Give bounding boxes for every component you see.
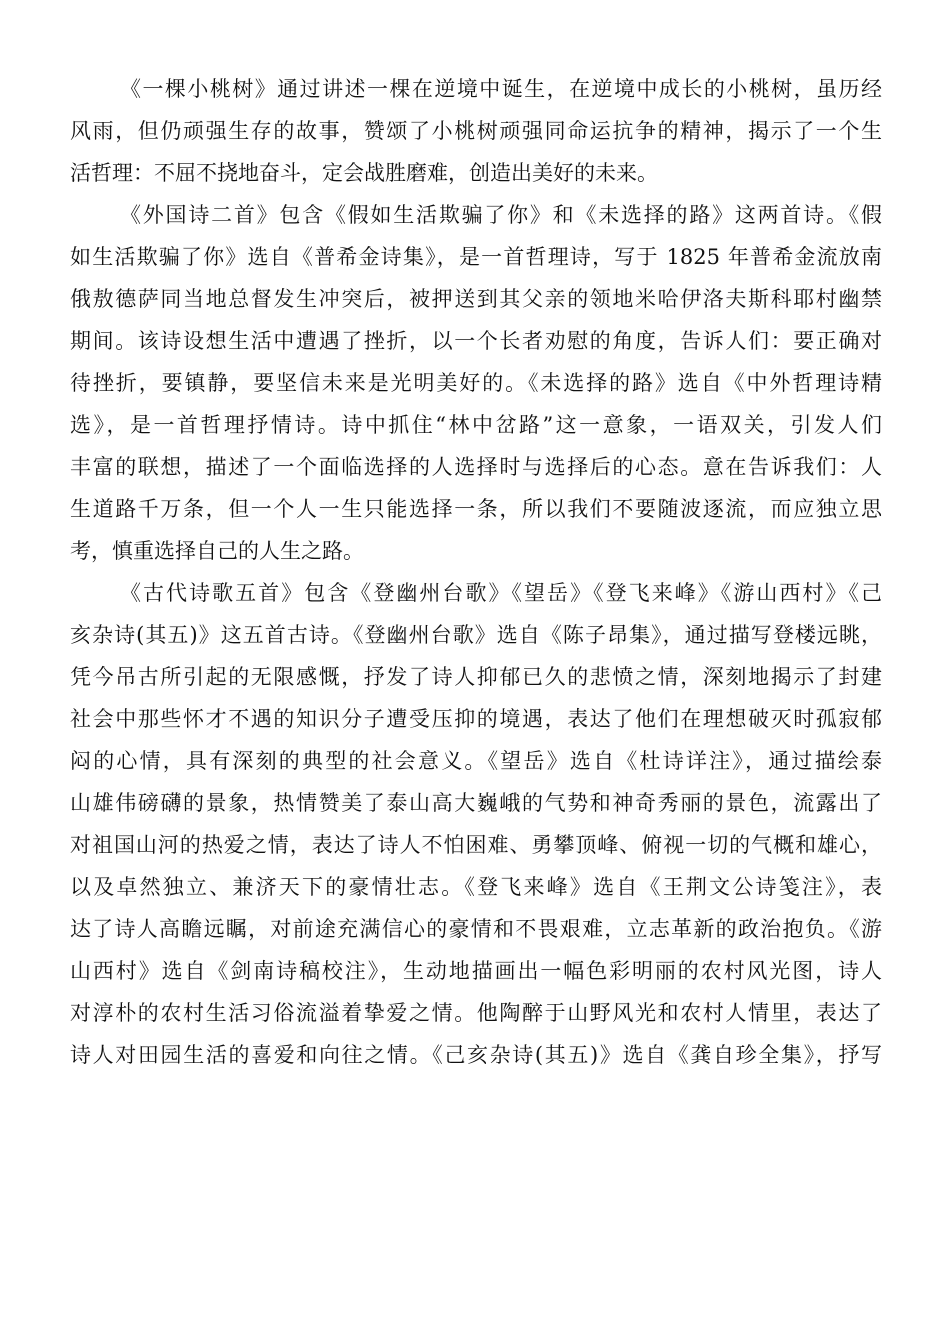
- text-line: 社会中那些怀才不遇的知识分子遭受压抑的境遇，表达了他们在理想破灭时孤寂郁: [70, 707, 882, 731]
- text-line: 《外国诗二首》包含《假如生活欺骗了你》和《未选择的路》这两首诗。《假: [120, 203, 882, 227]
- text-line: 生道路千万条，但一个人一生只能选择一条，所以我们不要随波逐流，而应独立思: [70, 497, 882, 521]
- text-line: 丰富的联想，描述了一个面临选择的人选择时与选择后的心态。意在告诉我们：人: [70, 455, 882, 479]
- text-line: 山西村》选自《剑南诗稿校注》，生动地描画出一幅色彩明丽的农村风光图，诗人: [70, 959, 882, 983]
- text-line: 选》，是一首哲理抒情诗。诗中抓住“林中岔路”这一意象，一语双关，引发人们: [70, 413, 882, 437]
- paragraph-ancient-poems: [70, 572, 882, 1076]
- text-line: 亥杂诗(其五)》这五首古诗。《登幽州台歌》选自《陈子昂集》，通过描写登楼远眺，: [70, 623, 882, 647]
- text-line: 闷的心情，具有深刻的典型的社会意义。《望岳》选自《杜诗详注》，通过描绘泰: [70, 749, 882, 773]
- document-body: [70, 68, 882, 1076]
- text-line: 山雄伟磅礴的景象，热情赞美了泰山高大巍峨的气势和神奇秀丽的景色，流露出了: [70, 791, 882, 815]
- paragraph-peach-tree: [70, 68, 882, 194]
- text-line: 《一棵小桃树》通过讲述一棵在逆境中诞生，在逆境中成长的小桃树，虽历经: [120, 77, 882, 101]
- paragraph-foreign-poems: [70, 194, 882, 572]
- text-line: 如生活欺骗了你》选自《普希金诗集》，是一首哲理诗，写于 1825 年普希金流放南: [70, 245, 882, 269]
- text-line: 活哲理：不屈不挠地奋斗，定会战胜磨难，创造出美好的未来。: [70, 161, 658, 185]
- text-line: 俄敖德萨同当地总督发生冲突后，被押送到其父亲的领地米哈伊洛夫斯科耶村幽禁: [70, 287, 882, 311]
- text-line: 以及卓然独立、兼济天下的豪情壮志。《登飞来峰》选自《王荆文公诗笺注》，表: [70, 875, 882, 899]
- text-line: 达了诗人高瞻远瞩，对前途充满信心的豪情和不畏艰难，立志革新的政治抱负。《游: [70, 917, 882, 941]
- text-line: 凭今吊古所引起的无限感慨，抒发了诗人抑郁已久的悲愤之情，深刻地揭示了封建: [70, 665, 882, 689]
- text-line: 对淳朴的农村生活习俗流溢着挚爱之情。他陶醉于山野风光和农村人情里，表达了: [70, 1001, 882, 1025]
- text-line: 对祖国山河的热爱之情，表达了诗人不怕困难、勇攀顶峰、俯视一切的气概和雄心，: [70, 833, 882, 857]
- text-line: 诗人对田园生活的喜爱和向往之情。《己亥杂诗(其五)》选自《龚自珍全集》，抒写: [70, 1043, 882, 1067]
- text-line: 期间。该诗设想生活中遭遇了挫折，以一个长者劝慰的角度，告诉人们：要正确对: [70, 329, 882, 353]
- text-line: 考，慎重选择自己的人生之路。: [70, 539, 364, 563]
- text-line: 《古代诗歌五首》包含《登幽州台歌》《望岳》《登飞来峰》《游山西村》《己: [120, 581, 882, 605]
- text-line: 风雨，但仍顽强生存的故事，赞颂了小桃树顽强同命运抗争的精神，揭示了一个生: [70, 119, 882, 143]
- text-line: 待挫折，要镇静，要坚信未来是光明美好的。《未选择的路》选自《中外哲理诗精: [70, 371, 882, 395]
